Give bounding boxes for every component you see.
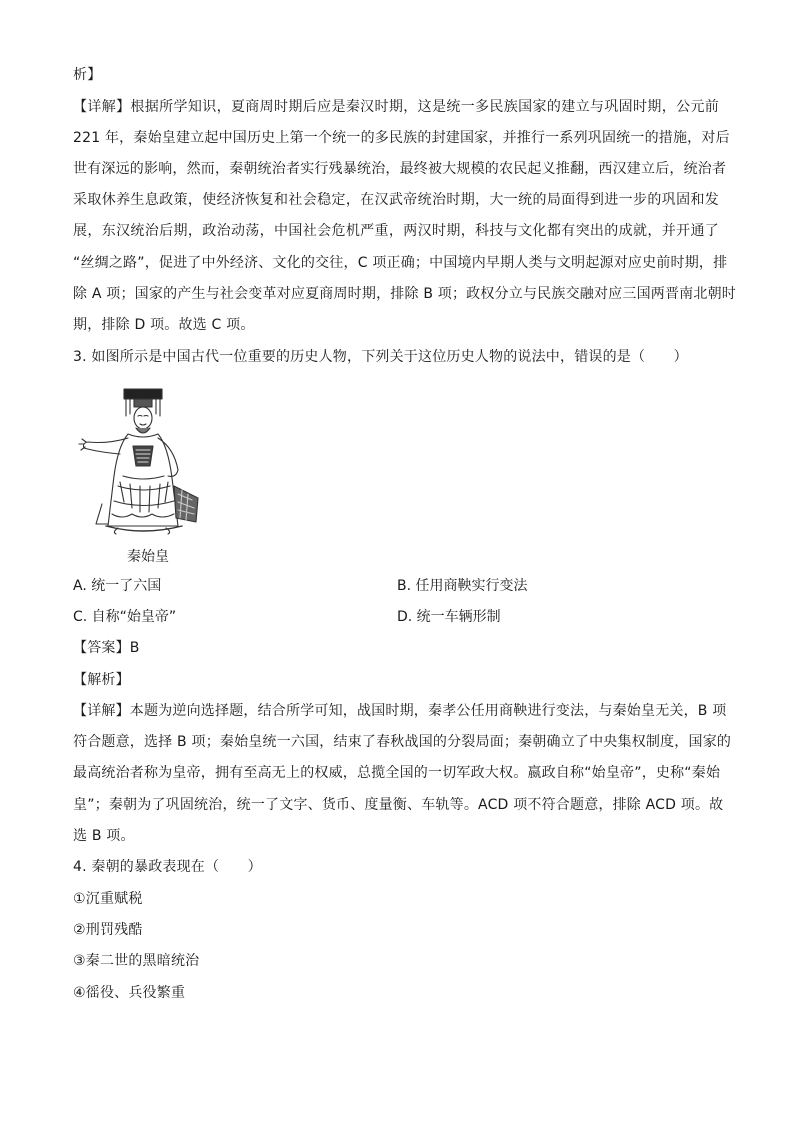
- figure-caption: 秦始皇: [127, 549, 169, 565]
- qin-shihuang-portrait: [78, 386, 210, 536]
- q2-explain-line-6: “丝绸之路”，促进了中外经济、文化的交往，C 项正确；中国境内早期人类与文明起源对应史前时期，排: [73, 255, 728, 271]
- q3-explain-line-1: 【详解】本题为逆向选择题，结合所学可知，战国时期，秦孝公任用商鞅进行变法，与秦始皇无关，B 项: [73, 703, 727, 719]
- q2-explain-line-4: 采取休养生息政策，使经济恢复和社会稳定，在汉武帝统治时期，大一统的局面得到进一步的巩固和发: [73, 192, 719, 208]
- q2-explain-line-2: 221 年，秦始皇建立起中国历史上第一个统一的多民族的封建国家，并推行一系列巩固统一的措施，对后: [73, 130, 730, 146]
- q2-explain-line-8: 期，排除 D 项。故选 C 项。: [73, 317, 255, 333]
- q2-explain-line-5: 展，东汉统治后期，政治动荡，中国社会危机严重，两汉时期，科技与文化都有突出的成就，并开通了: [73, 223, 719, 239]
- q3-stem: 3. 如图所示是中国古代一位重要的历史人物，下列关于这位历史人物的说法中，错误的是（ ）: [73, 349, 688, 365]
- q3-explain-line-2: 符合题意，选择 B 项；秦始皇统一六国，结束了春秋战国的分裂局面；秦朝确立了中央集权制度，国家的: [73, 734, 732, 750]
- q3-explain-line-3: 最高统治者称为皇帝，拥有至高无上的权威，总揽全国的一切军政大权。嬴政自称“始皇帝”，史称“秦始: [73, 765, 721, 781]
- analysis-fragment: 析】: [73, 67, 102, 83]
- analysis-label: 【解析】: [73, 672, 130, 688]
- q2-explain-line-7: 除 A 项；国家的产生与社会变革对应夏商周时期，排除 B 项；政权分立与民族交融对应三国两晋南北朝时: [73, 286, 736, 302]
- q2-explain-line-1: 【详解】根据所学知识，夏商周时期后应是秦汉时期，这是统一多民族国家的建立与巩固时期，公元前: [73, 99, 719, 115]
- q4-stem: 4. 秦朝的暴政表现在（ ）: [73, 859, 262, 875]
- option-b: B. 任用商鞅实行变法: [397, 578, 528, 594]
- answer-line: 【答案】B: [73, 640, 140, 656]
- emperor-illustration: [78, 386, 210, 536]
- q4-item-3: ③秦二世的黑暗统治: [73, 953, 200, 969]
- option-d: D. 统一车辆形制: [397, 609, 501, 625]
- q3-explain-line-5: 选 B 项。: [73, 828, 135, 844]
- q2-explain-line-3: 世有深远的影响，然而，秦朝统治者实行残暴统治，最终被大规模的农民起义推翻，西汉建立后，统治者: [73, 161, 727, 177]
- q4-item-2: ②刑罚残酷: [73, 922, 143, 938]
- q4-item-4: ④徭役、兵役繁重: [73, 985, 186, 1001]
- q4-item-1: ①沉重赋税: [73, 891, 143, 907]
- q3-explain-line-4: 皇”；秦朝为了巩固统治，统一了文字、货币、度量衡、车轨等。ACD 项不符合题意，排除 ACD 项。故: [73, 797, 724, 813]
- option-a: A. 统一了六国: [73, 578, 162, 594]
- option-c: C. 自称“始皇帝”: [73, 609, 177, 625]
